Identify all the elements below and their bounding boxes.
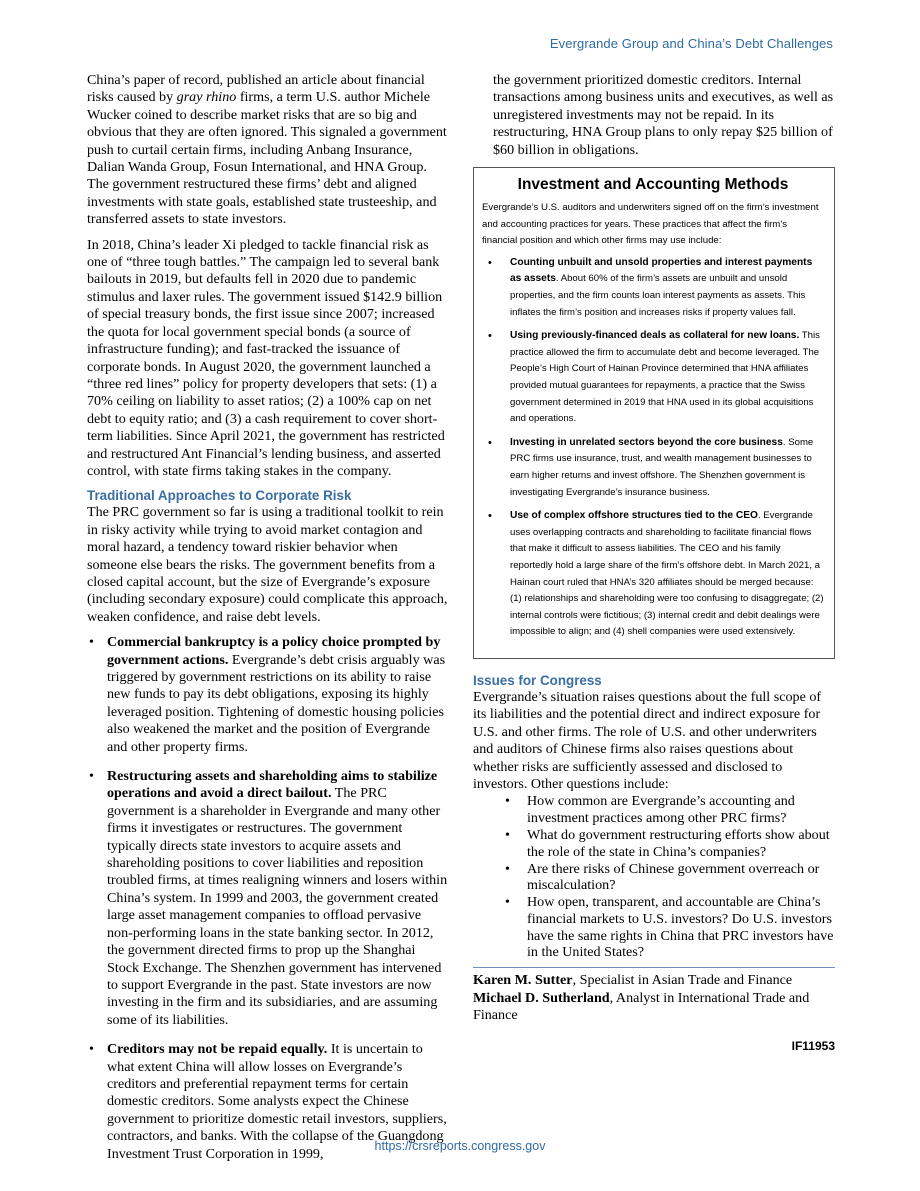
paragraph-issues: Evergrande’s situation raises questions about the full scope of its liabilities and the potential direct and indirect exposure for U.S. and other firms. The role of U.S. and other underwriters and auditors of Chinese firms also raises questions about whether risks are sufficiently assessed and disclosed to investors. Other questions include: bbox=[473, 688, 822, 792]
list-item: • Investing in unrelated sectors beyond the core business. Some PRC firms use insurance, trust, and wealth management businesses to earn higher returns and invest offshore. The Shenzhen government is investigating Evergrande’s insurance business. bbox=[482, 435, 824, 501]
list-item: • How open, transparent, and accountable are China’s financial markets to U.S. investors? Do U.S. investors have the same rights in China that PRC investors have in the United States? bbox=[473, 894, 835, 961]
author-block bbox=[473, 972, 835, 1024]
box-intro: Evergrande’s U.S. auditors and underwriters signed off on the firm’s investment and accounting practices for years. These practices that affect the firm’s financial position and which other firms may use include: bbox=[482, 202, 819, 247]
author-line: Michael D. Sutherland, Analyst in International Trade and Finance bbox=[473, 989, 810, 1024]
list-item: • Creditors may not be repaid equally. It is uncertain to what extent China will allow losses on Evergrande’s creditors and preferential repayment terms for certain domestic creditors. Some analysts expect the Chinese government to prioritize domestic retail investors, suppliers, contractors, and banks. With the collapse of the Guangdong Investment Trust Corporation in 1999, bbox=[87, 1041, 449, 1163]
paragraph-three-battles: In 2018, China’s leader Xi pledged to tackle financial risk as one of “three tough battles.” The campaign led to several bank bailouts in 2019, but defaults fell in 2020 due to pandemic stimulus and laxer rules. The government issued $142.9 billion of special treasury bonds, the first issue since 2007; increased the quota for local government special bonds (a source of infrastructure funding); and fast-tracked the issuance of corporate bonds. In August 2020, the government launched a “three red lines” policy for property developers that sets: (1) a 70% ceiling on liability to asset ratios; (2) a 100% cap on net debt to equity ratio; and (3) a cash requirement to cover short-term liabilities. Since April 2021, the government has restricted and restructured Ant Financial’s lending business, and asserted control, with state firms taking stakes in the company. bbox=[87, 236, 445, 479]
list-item: • Restructuring assets and shareholding aims to stabilize operations and avoid a direct bailout. The PRC government is a shareholder in Evergrande and many other firms it investigates or restructures. The government typically directs state investors to acquire assets and shareholding positions to cover liabilities and reposition troubled firms, at times realigning winners and losers within China’s system. In 1999 and 2003, the government created large asset management companies to offload pervasive non-performing loans in the state banking sector. In 2012, the government directed firms to prop up the Shanghai Stock Exchange. The Shenzhen government has intervened to support Evergrande in the past. State investors are now investing in the firm and its subsidiaries, and are assuming some of its liabilities. bbox=[87, 768, 449, 1029]
list-item: • Commercial bankruptcy is a policy choice prompted by government actions. Evergrande’s debt crisis arguably was triggered by government restrictions on its ability to raise new funds to pay its debt obligations, exposing its highly leveraged position. Tightening of domestic housing policies also weakened the market and the position of Evergrande and other property firms. bbox=[87, 634, 449, 756]
list-item: • How common are Evergrande’s accounting and investment practices among other PRC firms? bbox=[473, 793, 835, 827]
box-list bbox=[482, 255, 824, 641]
paragraph-continued: the government prioritized domestic creditors. Internal transactions among business units and executives, as well as unregistered investments may not be repaid. In its restructuring, HNA Group plans to only repay $25 billion of $60 billion in obligations. bbox=[493, 72, 834, 158]
list-item: • Using previously-financed deals as collateral for new loans. This practice allowed the firm to accumulate debt and become leveraged. The People’s High Court of Hainan Province determined that HNA affiliates provided mutual guarantees for repayments, a practice that the Swiss government determined in 2019 that HNA used in its global acquisitions and operations. bbox=[482, 328, 824, 428]
section-heading-issues-for-congress: Issues for Congress bbox=[473, 672, 602, 688]
sidebar-box-investment-methods bbox=[473, 167, 835, 659]
left-column bbox=[87, 72, 449, 1175]
divider bbox=[473, 967, 835, 968]
list-item: • Are there risks of Chinese government overreach or miscalculation? bbox=[473, 861, 835, 895]
box-title: Investment and Accounting Methods bbox=[517, 176, 789, 194]
running-header: Evergrande Group and China’s Debt Challenges bbox=[549, 36, 833, 51]
paragraph-toolkit: The PRC government so far is using a traditional toolkit to rein in risky activity while trying to avoid market contagion and moral hazard, a tendency toward riskier behavior when someone else bears the risks. The government benefits from a closed capital account, but the size of Evergrande’s exposure (including secondary exposure) could complicate this approach, weaken confidence, and raise debt levels. bbox=[87, 504, 448, 625]
section-heading-traditional-approaches: Traditional Approaches to Corporate Risk bbox=[87, 488, 352, 504]
list-item: • Counting unbuilt and unsold properties and interest payments as assets. About 60% of the firm’s assets are unbuilt and unsold properties, and the firm counts loan interest payments as assets. This inflates the firm’s position and increases risks if property values fall. bbox=[482, 255, 824, 321]
questions-list bbox=[473, 793, 835, 961]
right-column bbox=[473, 72, 835, 1053]
author-line: Karen M. Sutter, Specialist in Asian Trade and Finance bbox=[473, 972, 793, 989]
paragraph-gray-rhino: China’s paper of record, published an article about financial risks caused by gray rhino firms, a term U.S. author Michele Wucker coined to describe market risks that are so big and obvious that they are often ignored. This signaled a government push to curtail certain firms, including Anbang Insurance, Dalian Wanda Group, Fosun International, and HNA Group. The government restructured these firms’ debt and aligned investments with state goals, established state trusteeship, and transferred assets to state investors. bbox=[87, 72, 447, 228]
list-item: • Use of complex offshore structures tied to the CEO. Evergrande uses overlapping contracts and shareholding to facilitate financial flows that make it difficult to assess liabilities. The CEO and his family reportedly hold a large share of the firm’s offshore debt. In March 2021, a Hainan court ruled that HNA’s 320 affiliates should be merged because: (1) relationships and shareholding were too confusing to disaggregate; (2) internal controls were fictitious; (3) internal credit and debit dealings were impossible to align; and (4) shell companies were used extensively. bbox=[482, 508, 824, 641]
approaches-list bbox=[87, 634, 449, 1163]
list-item: • What do government restructuring efforts show about the role of the state in China’s companies? bbox=[473, 827, 835, 861]
footer-link[interactable]: https://crsreports.congress.gov bbox=[374, 1139, 546, 1153]
document-id: IF11953 bbox=[791, 1038, 835, 1053]
